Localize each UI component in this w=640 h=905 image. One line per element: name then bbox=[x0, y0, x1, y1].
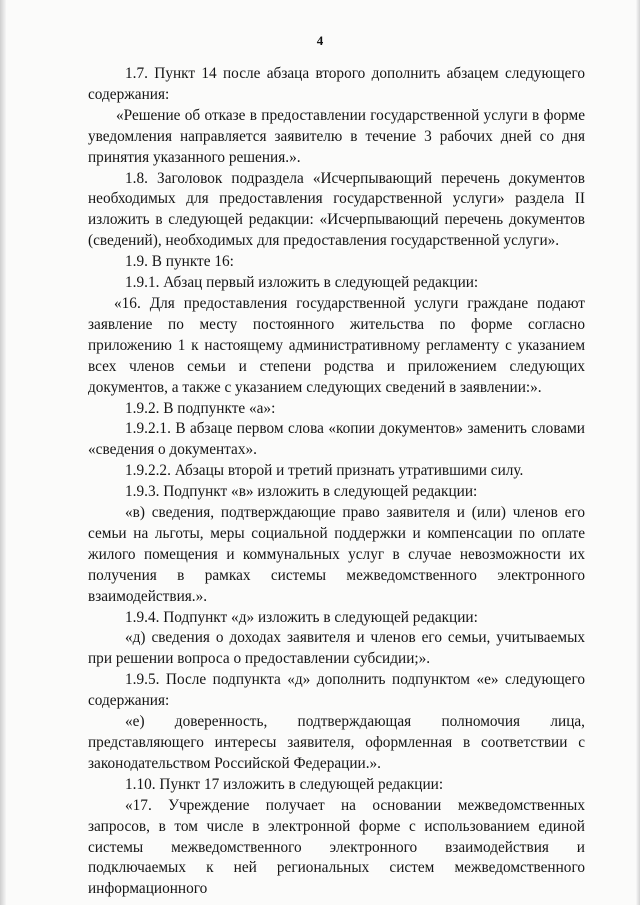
paragraph-quote-v: «в) сведения, подтверждающие право заявителя и (или) членов его семьи на льготы, меры социальной поддержки и компенсации по оплате жилого помещения и коммунальных услуг в случае невозможности их получения в рамках системы межведомственного электронного взаимодействия.». bbox=[88, 504, 585, 605]
paragraph-quote-d: «д) сведения о доходах заявителя и членов его семьи, учитываемых при решении вопроса о предоставлении субсидии;». bbox=[88, 629, 585, 668]
paragraph-1-9-2: 1.9.2. В подпункте «а»: bbox=[125, 399, 276, 417]
paragraph-1-9-4: 1.9.4. Подпункт «д» изложить в следующей редакции: bbox=[125, 608, 478, 626]
paragraph-quote-e: «е) доверенность, подтверждающая полномочия лица, представляющего интересы заявителя, оформленная в соответствии с законодательством Российской Федерации.». bbox=[88, 713, 585, 772]
scan-edge-left bbox=[0, 0, 6, 905]
paragraph-1-9-2-1: 1.9.2.1. В абзаце первом слова «копии документов» заменить словами «сведения о документах». bbox=[88, 420, 585, 459]
paragraph-1-9: 1.9. В пункте 16: bbox=[125, 253, 234, 271]
paragraph-quote-17: «17. Учреждение получает на основании межведомственных запросов, в том числе в электронной форме с использованием единой системы межведомственного электронного взаимодействия и подключаемых к ней региональных систем межведомственного информационного bbox=[88, 796, 585, 898]
paragraph-1-10: 1.10. Пункт 17 изложить в следующей редакции: bbox=[125, 775, 444, 793]
paragraph-1-9-3: 1.9.3. Подпункт «в» изложить в следующей редакции: bbox=[125, 483, 478, 501]
page-number: 4 bbox=[316, 33, 324, 48]
paragraph-1-7: 1.7. Пункт 14 после абзаца второго дополнить абзацем следующего содержания: bbox=[88, 65, 585, 103]
paragraph-1-9-1: 1.9.1. Абзац первый изложить в следующей редакции: bbox=[125, 274, 479, 292]
document-body bbox=[88, 64, 585, 900]
paragraph-1-9-5: 1.9.5. После подпункта «д» дополнить подпунктом «е» следующего содержания: bbox=[88, 671, 585, 710]
paragraph-quote-16: «16. Для предоставления государственной услуги граждане подают заявление по месту постоянного жительства по форме согласно приложению 1 к настоящему административному регламенту с указанием всех членов семьи и степени родства и приложением следующих документов, а также с указанием следующих сведений в заявлении:». bbox=[88, 294, 585, 396]
paragraph-quote-decision: «Решение об отказе в предоставлении государственной услуги в форме уведомления направляется заявителю в течение 3 рабочих дней со дня принятия указанного решения.». bbox=[88, 106, 585, 166]
scan-edge-right bbox=[636, 0, 640, 905]
paragraph-1-8: 1.8. Заголовок подраздела «Исчерпывающий перечень документов необходимых для предоставления государственной услуги» раздела II изложить в следующей редакции: «Исчерпывающий перечень документов (сведений), необходимых для предоставления государственной услуги». bbox=[88, 169, 585, 250]
paragraph-1-9-2-2: 1.9.2.2. Абзацы второй и третий признать утратившими силу. bbox=[125, 462, 524, 480]
